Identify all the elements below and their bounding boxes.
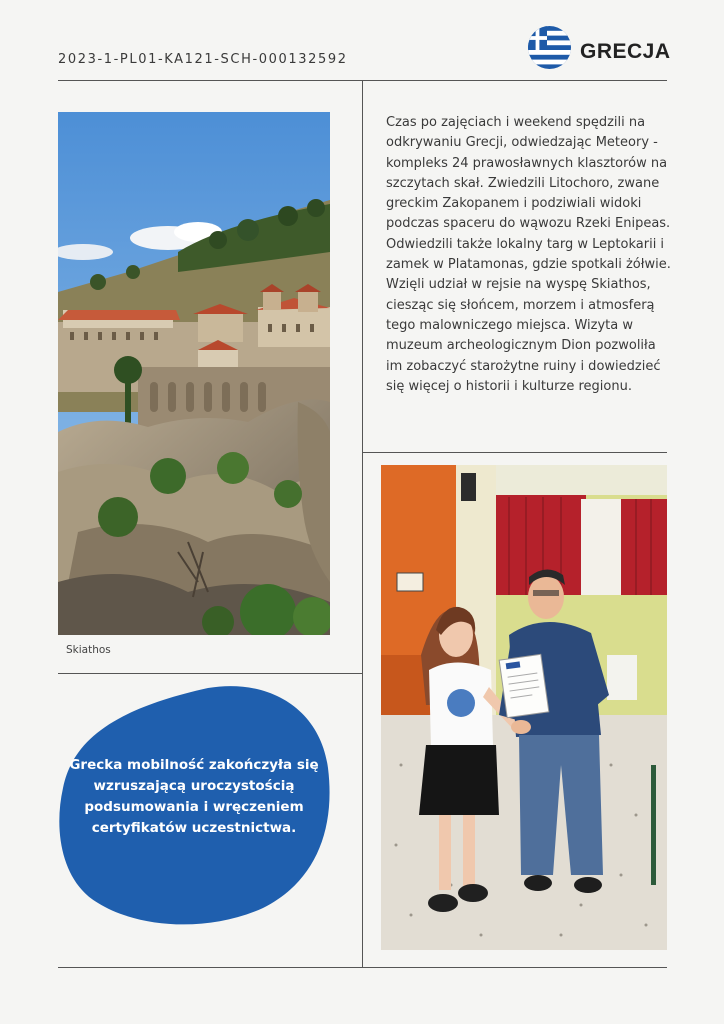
column-divider bbox=[362, 80, 363, 968]
photo-caption: Skiathos bbox=[66, 644, 111, 656]
highlight-text: Grecka mobilność zakończyła się wzruszającą uroczystością podsumowania i wręczeniem certyfikatów uczestnictwa. bbox=[69, 757, 319, 836]
monastery-photo bbox=[58, 112, 330, 635]
text-divider bbox=[362, 452, 667, 453]
footer-divider bbox=[58, 967, 667, 968]
ceremony-photo bbox=[381, 465, 667, 950]
caption-divider bbox=[58, 673, 362, 674]
greece-flag-icon bbox=[528, 26, 571, 69]
article-text: Czas po zajęciach i weekend spędzili na odkrywaniu Grecji, odwiedzając Meteory - kompleks 24 prawosławnych klasztorów na szczytach skał. Zwiedzili Litochoro, zwane greckim Zakopanem i podziwiali widoki podczas spaceru do wąwozu Rzeki Enipeas. Odwiedzili także lokalny targ w Leptokarii i zamek w Platamonas, gdzie spotkali żółwie. Wzięli udział w rejsie na wyspę Skiathos, ciesząc się słońcem, morzem i atmosferą tego malowniczego miejsca. Wizyta w muzeum archeologicznym Dion pozwoliła im zobaczyć starożytne ruiny i dowiedzieć się więcej o historii i kulturze regionu. bbox=[386, 115, 671, 394]
project-code: 2023-1-PL01-KA121-SCH-000132592 bbox=[58, 52, 348, 67]
country-title: GRECJA bbox=[580, 40, 671, 63]
